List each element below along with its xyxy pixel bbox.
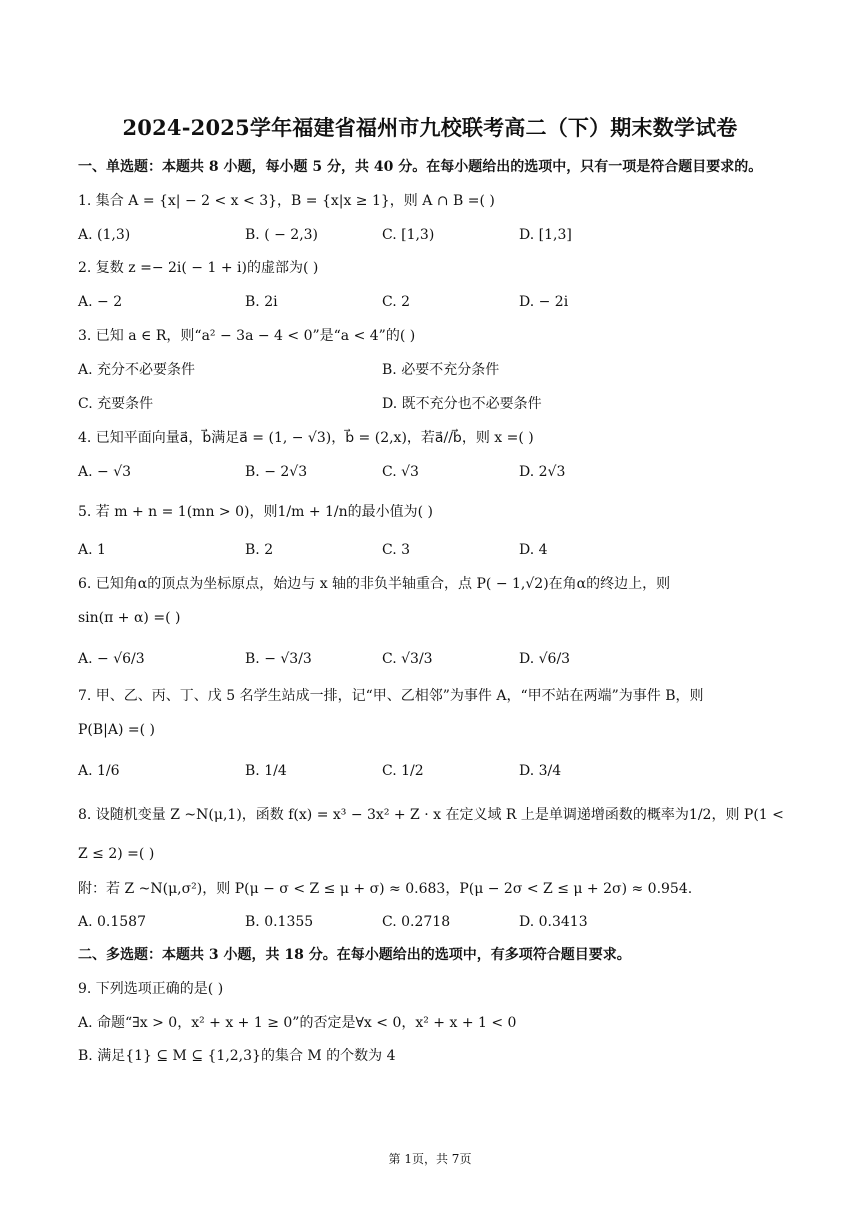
question-1-option-c: C. [1,3) bbox=[382, 227, 435, 243]
question-7-option-c: C. 1/2 bbox=[382, 763, 424, 779]
question-6-stem-line2: sin(π + α) =( ) bbox=[78, 610, 181, 626]
question-1-option-a: A. (1,3) bbox=[78, 227, 131, 243]
question-3-option-d: D. 既不充分也不必要条件 bbox=[382, 396, 542, 412]
question-8-note: 附：若 Z ~N(μ,σ²)，则 P(μ − σ < Z ≤ μ + σ) ≈ 0.683，P(μ − 2σ < Z ≤ μ + 2σ) ≈ 0.954. bbox=[78, 881, 693, 897]
question-4-option-b: B. − 2√3 bbox=[245, 464, 308, 480]
question-2-option-c: C. 2 bbox=[382, 294, 411, 310]
section-multiple-choice-header: 二、多选题：本题共 3 小题，共 18 分。在每小题给出的选项中，有多项符合题目要求。 bbox=[78, 947, 631, 963]
question-6-option-b: B. − √3/3 bbox=[245, 651, 312, 667]
question-8-option-d: D. 0.3413 bbox=[519, 914, 588, 930]
question-5-option-d: D. 4 bbox=[519, 542, 548, 558]
question-1-stem: 1. 集合 A = {x| − 2 < x < 3}，B = {x|x ≥ 1}，则 A ∩ B =( ) bbox=[78, 193, 495, 209]
question-8-option-b: B. 0.1355 bbox=[245, 914, 314, 930]
question-7-stem-line1: 7. 甲、乙、丙、丁、戊 5 名学生站成一排，记“甲、乙相邻”为事件 A，“甲不站在两端”为事件 B，则 bbox=[78, 688, 704, 704]
section-single-choice-header: 一、单选题：本题共 8 小题，每小题 5 分，共 40 分。在每小题给出的选项中，只有一项是符合题目要求的。 bbox=[78, 159, 763, 175]
question-4-option-a: A. − √3 bbox=[78, 464, 132, 480]
question-6-option-c: C. √3/3 bbox=[382, 651, 433, 667]
question-5-option-c: C. 3 bbox=[382, 542, 411, 558]
question-7-option-a: A. 1/6 bbox=[78, 763, 120, 779]
question-9-option-b: B. 满足{1} ⊆ M ⊆ {1,2,3}的集合 M 的个数为 4 bbox=[78, 1048, 396, 1064]
question-5-option-b: B. 2 bbox=[245, 542, 274, 558]
question-1-option-d: D. [1,3] bbox=[519, 227, 572, 243]
question-2-option-b: B. 2i bbox=[245, 294, 278, 310]
question-4-option-c: C. √3 bbox=[382, 464, 419, 480]
question-2-stem: 2. 复数 z =− 2i( − 1 + i)的虚部为( ) bbox=[78, 260, 319, 276]
question-4-option-d: D. 2√3 bbox=[519, 464, 566, 480]
question-4-stem: 4. 已知平面向量a⃗，b⃗满足a⃗ = (1, − √3)，b⃗ = (2,x)，若a⃗//b⃗，则 x =( ) bbox=[78, 430, 534, 446]
question-6-option-a: A. − √6/3 bbox=[78, 651, 145, 667]
question-8-option-c: C. 0.2718 bbox=[382, 914, 451, 930]
question-8-stem-line1: 8. 设随机变量 Z ~N(μ,1)，函数 f(x) = x³ − 3x² + Z · x 在定义域 R 上是单调递增函数的概率为1/2，则 P(1 < bbox=[78, 807, 784, 823]
question-3-option-c: C. 充要条件 bbox=[78, 396, 154, 412]
question-2-option-a: A. − 2 bbox=[78, 294, 123, 310]
question-6-option-d: D. √6/3 bbox=[519, 651, 571, 667]
question-2-option-d: D. − 2i bbox=[519, 294, 569, 310]
question-7-stem-line2: P(B|A) =( ) bbox=[78, 722, 156, 738]
question-6-stem-line1: 6. 已知角α的顶点为坐标原点，始边与 x 轴的非负半轴重合，点 P( − 1,√2)在角α的终边上，则 bbox=[78, 576, 671, 592]
question-3-stem: 3. 已知 a ∈ R，则“a² − 3a − 4 < 0”是“a < 4”的( ) bbox=[78, 328, 416, 344]
question-7-option-b: B. 1/4 bbox=[245, 763, 287, 779]
question-1-option-b: B. ( − 2,3) bbox=[245, 227, 319, 243]
question-7-option-d: D. 3/4 bbox=[519, 763, 562, 779]
question-5-option-a: A. 1 bbox=[78, 542, 106, 558]
question-9-option-a: A. 命题“∃x > 0，x² + x + 1 ≥ 0”的否定是∀x < 0，x² + x + 1 < 0 bbox=[78, 1015, 517, 1031]
question-3-option-b: B. 必要不充分条件 bbox=[382, 362, 500, 378]
page-footer: 第 1页，共 7页 bbox=[388, 1152, 472, 1166]
question-8-option-a: A. 0.1587 bbox=[78, 914, 146, 930]
page-title: 2024-2025学年福建省福州市九校联考高二（下）期末数学试卷 bbox=[122, 115, 738, 140]
question-8-stem-line2: Z ≤ 2) =( ) bbox=[78, 846, 155, 862]
question-5-stem: 5. 若 m + n = 1(mn > 0)，则1/m + 1/n的最小值为( ) bbox=[78, 504, 434, 520]
question-3-option-a: A. 充分不必要条件 bbox=[78, 362, 196, 378]
question-9-stem: 9. 下列选项正确的是( ) bbox=[78, 981, 224, 997]
